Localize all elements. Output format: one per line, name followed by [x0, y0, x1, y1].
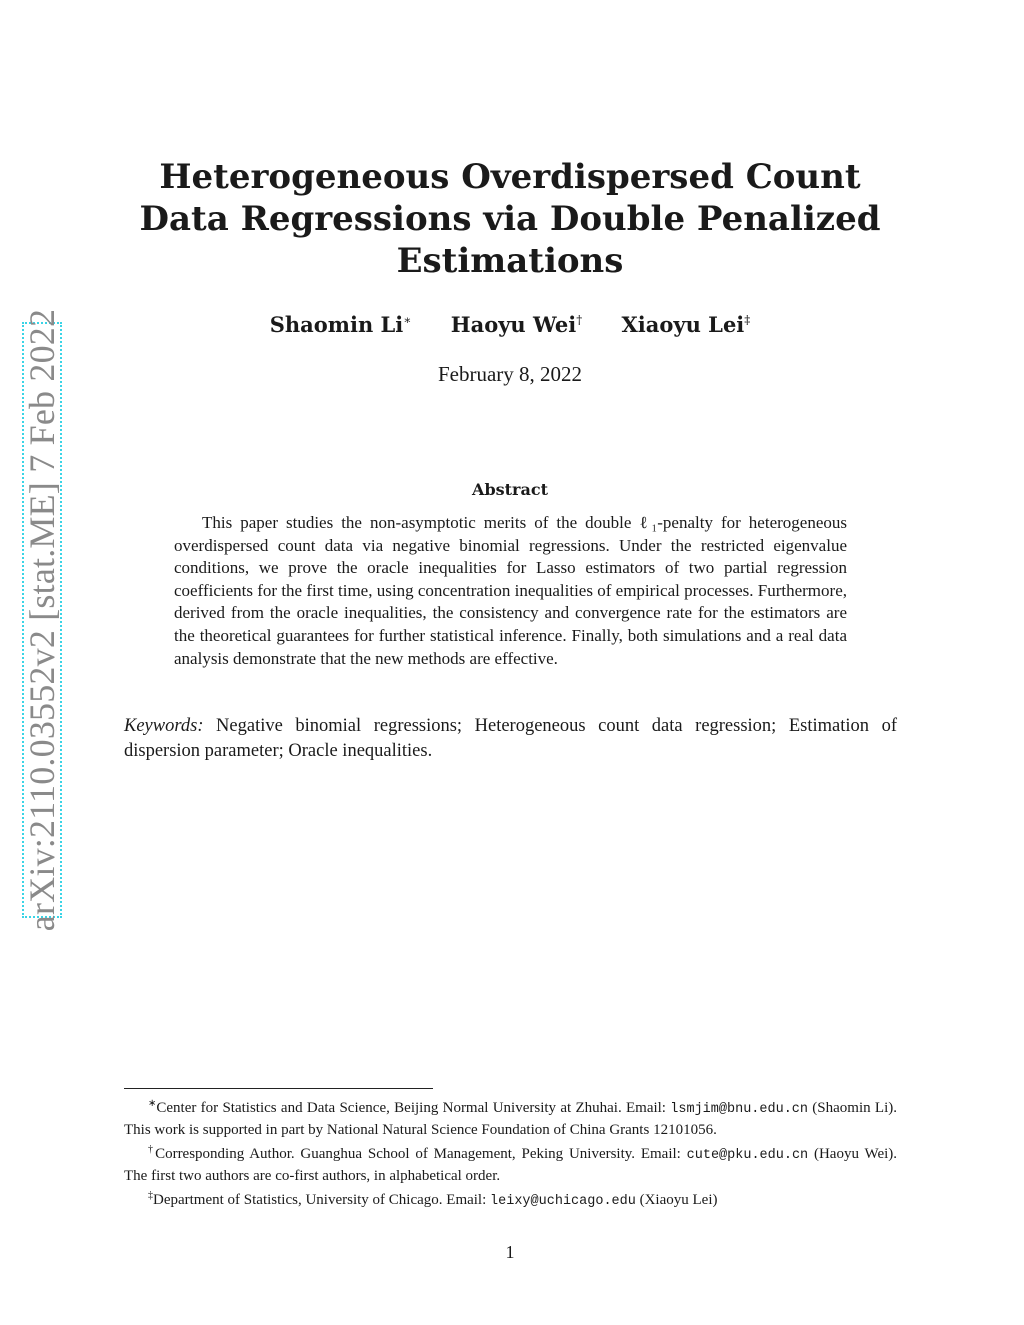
email-link[interactable]: cute@pku.edu.cn: [686, 1148, 809, 1163]
footnote-text: Corresponding Author. Guanghua School of Management, Peking University. Email:: [155, 1146, 687, 1162]
author-name: Haoyu Wei: [450, 312, 577, 337]
footnote-text: (Shaomin Li). This work is supported in part by National Natural Science Foundation of China Grants 12101056.: [124, 1100, 898, 1138]
footnote-text: (Xiaoyu Lei): [635, 1192, 718, 1208]
author-1: [270, 312, 412, 337]
footnote-rule: [124, 1088, 433, 1089]
author-2: [451, 312, 582, 337]
footnote-text: Department of Statistics, University of Chicago. Email:: [153, 1192, 491, 1208]
author-footnote-mark[interactable]: †: [576, 313, 583, 327]
footnote-text: Center for Statistics and Data Science, Beijing Normal University at Zhuhai. Email:: [156, 1100, 671, 1116]
footnote-text: (Haoyu Wei). The first two authors are co-first authors, in alphabetical order.: [124, 1146, 898, 1184]
author-name: Shaomin Li: [269, 312, 404, 337]
arxiv-stamp[interactable]: [22, 308, 62, 932]
author-3: [622, 312, 751, 337]
author-name: Xiaoyu Lei: [621, 312, 745, 337]
footnote-3: [124, 1186, 897, 1212]
abstract-heading: Abstract: [472, 480, 548, 499]
footnote-2: [124, 1140, 897, 1186]
footnote-1: [124, 1094, 897, 1140]
author-list: [124, 312, 896, 337]
keywords: [124, 714, 897, 764]
author-footnote-mark[interactable]: ‡: [744, 313, 751, 327]
keywords-text: Negative binomial regressions; Heterogeneous count data regression; Estimation of dispersion parameter; Oracle inequalities.: [124, 716, 898, 761]
paper-date: February 8, 2022: [437, 362, 583, 386]
email-link[interactable]: lsmjim@bnu.edu.cn: [670, 1102, 809, 1117]
footnote-mark: ‡: [148, 1190, 153, 1201]
footnotes: [124, 1094, 897, 1212]
author-footnote-mark[interactable]: ∗: [403, 313, 412, 327]
arxiv-stamp-text: arXiv:2110.03552v2 [stat.ME] 7 Feb 2022: [22, 308, 62, 932]
page-number: 1: [505, 1242, 515, 1262]
paper-title: Heterogeneous Overdispersed Count Data Regressions via Double Penalized Estimations: [139, 157, 881, 281]
keywords-label: Keywords:: [124, 716, 204, 736]
footnote-mark: †: [148, 1144, 156, 1155]
email-link[interactable]: leixy@uchicago.edu: [490, 1194, 636, 1209]
abstract-body: This paper studies the non-asymptotic merits of the double ℓ₁-penalty for heterogeneous overdispersed count data via negative binomial regressions. Under the restricted eigenvalue conditions, we prove the oracle inequalities for Lasso estimators of two partial regression coefficients for the first time, using concentration inequalities of empirical processes. Furthermore, derived from the oracle inequalities, the consistency and convergence rate for the estimators are the theoretical guarantees for further statistical inference. Finally, both simulations and a real data analysis demonstrate that the new methods are effective.: [174, 513, 847, 668]
footnote-mark: ∗: [148, 1098, 157, 1109]
